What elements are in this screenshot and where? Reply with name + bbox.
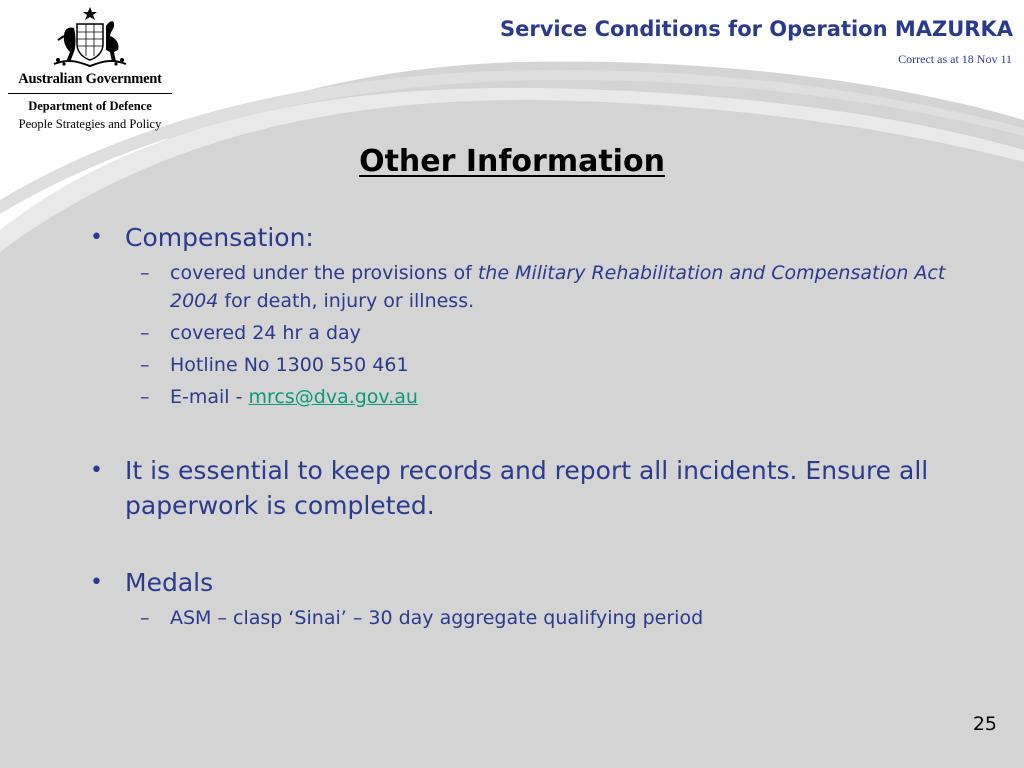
sub-bullet-email [88,383,948,411]
crest-divider [8,93,172,94]
dash-glyph: – [140,386,150,408]
act-name: the Military Rehabilitation and Compensation Act 2004 [170,262,946,312]
dash-glyph: – [140,354,150,376]
bullet-label: Medals [125,568,214,597]
commonwealth-coat-of-arms-icon [44,6,136,70]
sub-bullet-text: covered 24 hr a day [170,322,361,344]
sub-bullet-coverage [88,319,948,347]
sub-bullet-hotline [88,351,948,379]
bullet-medals [88,565,948,600]
bullet-compensation [88,220,948,255]
department-crest-block [6,6,174,132]
bullet-label: It is essential to keep records and report all incidents. Ensure all paperwork is completed. [125,456,929,520]
sub-bullet-text: E-mail - [170,386,249,408]
sub-bullet-text: for death, injury or illness. [218,290,475,312]
bullet-records [88,453,948,523]
sub-bullet-text: covered under the provisions of [170,262,478,284]
sub-bullet-provisions [88,259,948,315]
government-name: Australian Government [18,71,162,87]
bullet-glyph: • [90,458,103,483]
division-name: People Strategies and Policy [18,117,162,131]
slide-content [88,220,948,632]
slide-heading: Other Information [359,144,665,179]
bullet-glyph: • [90,225,103,250]
department-name: Department of Defence [28,99,152,113]
sub-bullet-text: Hotline No 1300 550 461 [170,354,409,376]
bullet-label: Compensation: [125,223,314,252]
page-number: 25 [972,713,997,735]
sub-bullet-text: ASM – clasp ‘Sinai’ – 30 day aggregate qualifying period [170,607,704,629]
bullet-glyph: • [90,570,103,595]
correct-as-at-date: Correct as at 18 Nov 11 [898,52,1012,66]
presentation-title: Service Conditions for Operation MAZURKA [500,17,1013,41]
email-link[interactable]: mrcs@dva.gov.au [248,386,418,408]
dash-glyph: – [140,262,150,284]
dash-glyph: – [140,607,150,629]
dash-glyph: – [140,322,150,344]
sub-bullet-asm [88,604,948,632]
